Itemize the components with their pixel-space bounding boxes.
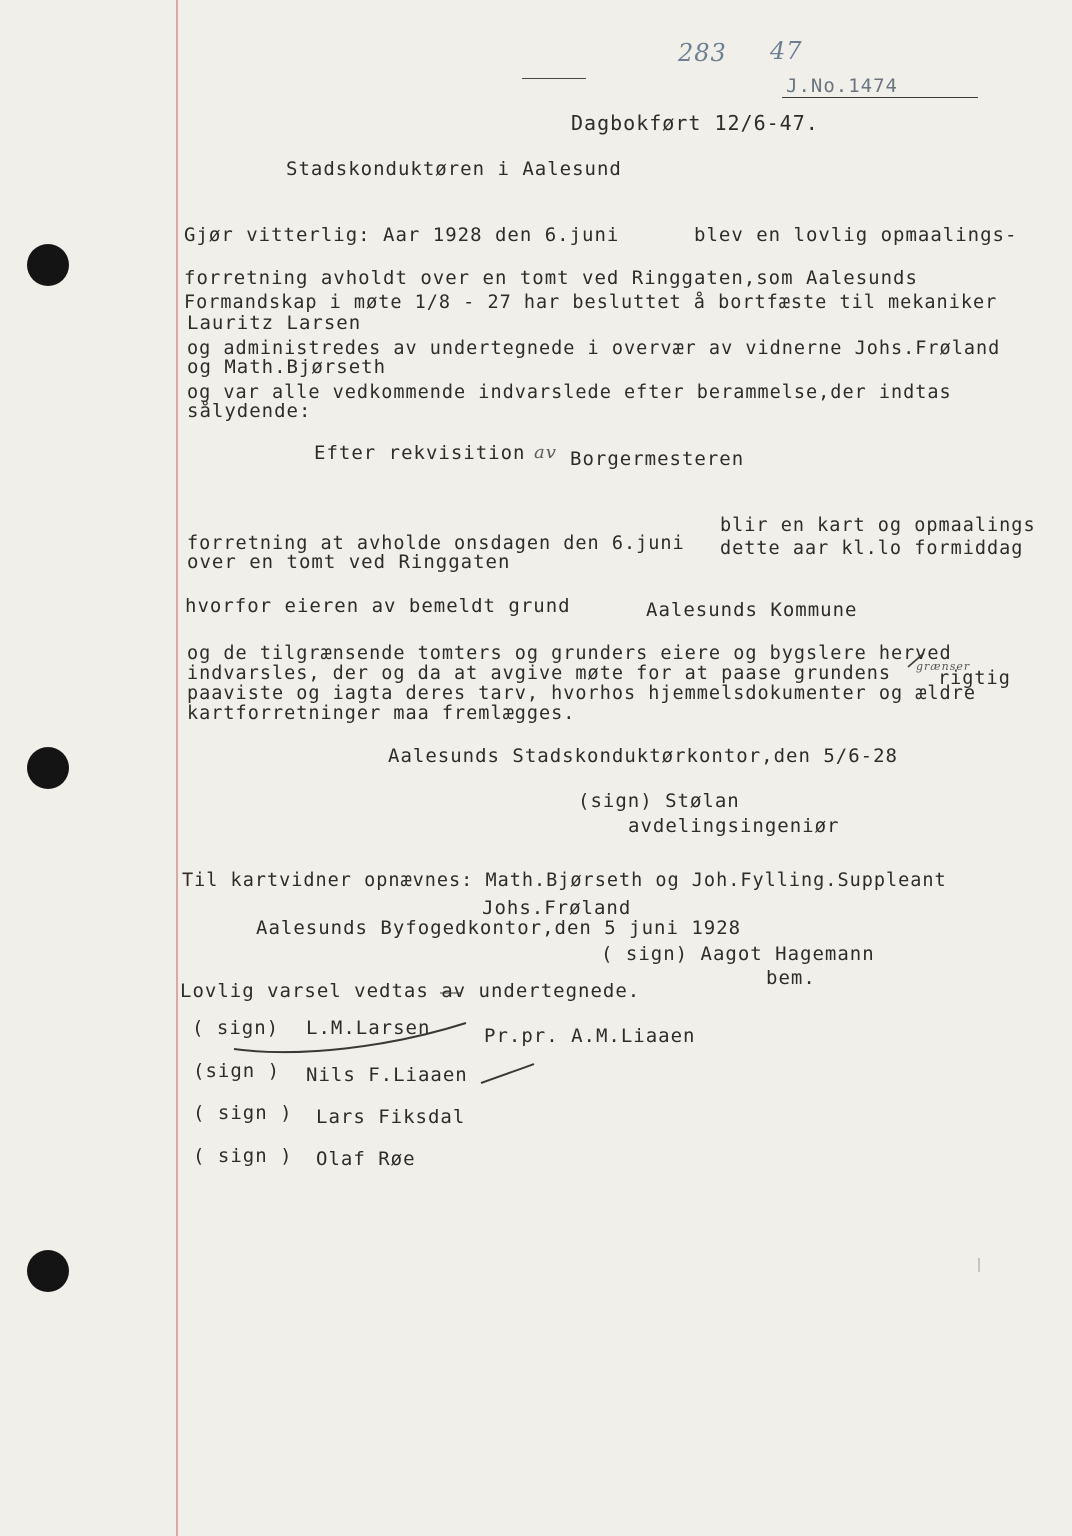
requisition-a: Efter rekvisition <box>314 442 526 464</box>
line-1b: blev en lovlig opmaalings- <box>694 224 1018 246</box>
inserted-word: grænser <box>916 660 971 673</box>
line-4: Lauritz Larsen <box>187 312 362 334</box>
line-5: og administredes av undertegnede i overvær av vidnerne Johs.Frøland <box>187 338 1001 359</box>
folio-number: 283 <box>678 39 727 67</box>
journal-number: J.No.1474 <box>786 75 898 97</box>
court-office-date: Aalesunds Byfogedkontor,den 5 juni 1928 <box>256 917 742 939</box>
notice-para-4: kartforretninger maa fremlægges. <box>187 703 576 724</box>
line-1a: Gjør vitterlig: Aar 1928 den 6.juni <box>184 224 620 246</box>
line-2: forretning avholdt over en tomt ved Ringgaten,som Aalesunds <box>184 267 918 289</box>
sig-3-name: Lars Fiksdal <box>316 1106 466 1128</box>
requisition-c: Borgermesteren <box>570 448 745 470</box>
notice-line-2a: forretning at avholde onsdagen den 6.juni <box>187 533 685 554</box>
witness-substitute: Johs.Frøland <box>482 897 632 919</box>
line-8: sålydende: <box>187 400 312 422</box>
notice-para-1: og de tilgrænsende tomters og grunders eiere og bygslere herved <box>187 643 952 664</box>
hagemann-title: bem. <box>766 967 816 989</box>
sig-3-sign: ( sign ) <box>193 1102 293 1124</box>
sig-1-name: L.M.Larsen <box>306 1017 431 1039</box>
line-6: og Math.Bjørseth <box>187 356 387 378</box>
line-3: Formandskap i møte 1/8 - 27 har besluttet å bortfæste til mekaniker <box>184 292 998 313</box>
notice-para-2b: rigtig <box>938 668 1011 689</box>
sig-4-name: Olaf Røe <box>316 1148 416 1170</box>
sig-4-sign: ( sign ) <box>193 1145 293 1167</box>
requisition-av: av <box>534 442 557 463</box>
signature-hagemann: ( sign) Aagot Hagemann <box>601 943 875 965</box>
notice-line-2b: dette aar kl.lo formiddag <box>720 538 1024 559</box>
owner-line-b: Aalesunds Kommune <box>646 599 858 621</box>
notice-para-2a: indvarsles, der og da at avgive møte for at paase grundens <box>187 663 892 684</box>
dagbok-stamp: Dagbokført 12/6-47. <box>571 111 819 135</box>
acceptance-line: Lovlig varsel vedtas av undertegnede. <box>180 980 641 1002</box>
page-mark <box>978 1258 980 1272</box>
sig-2-sign: (sign ) <box>193 1060 281 1082</box>
sig-1-sign: ( sign) <box>192 1017 280 1039</box>
title-engineer: avdelingsingeniør <box>628 815 840 837</box>
addressee: Stadskonduktøren i Aalesund <box>286 158 622 180</box>
notice-line-3: over en tomt ved Ringgaten <box>187 551 511 573</box>
witness-line: Til kartvidner opnævnes: Math.Bjørseth og Joh.Fylling.Suppleant <box>182 870 947 891</box>
sig-2-name: Nils F.Liaaen <box>306 1064 468 1086</box>
notice-line-1: blir en kart og opmaalings <box>720 515 1036 536</box>
notice-para-3: paaviste og iagta deres tarv, hvorhos hjemmelsdokumenter og ældre <box>187 683 976 704</box>
office-date: Aalesunds Stadskonduktørkontor,den 5/6-28 <box>388 745 898 767</box>
sig-1-extra: Pr.pr. A.M.Liaaen <box>484 1025 696 1047</box>
signature-stolan: (sign) Stølan <box>578 790 740 812</box>
folio-year: 47 <box>770 37 803 65</box>
line-7: og var alle vedkommende indvarslede efter berammelse,der indtas <box>187 382 952 403</box>
owner-line-a: hvorfor eieren av bemeldt grund <box>185 595 571 617</box>
